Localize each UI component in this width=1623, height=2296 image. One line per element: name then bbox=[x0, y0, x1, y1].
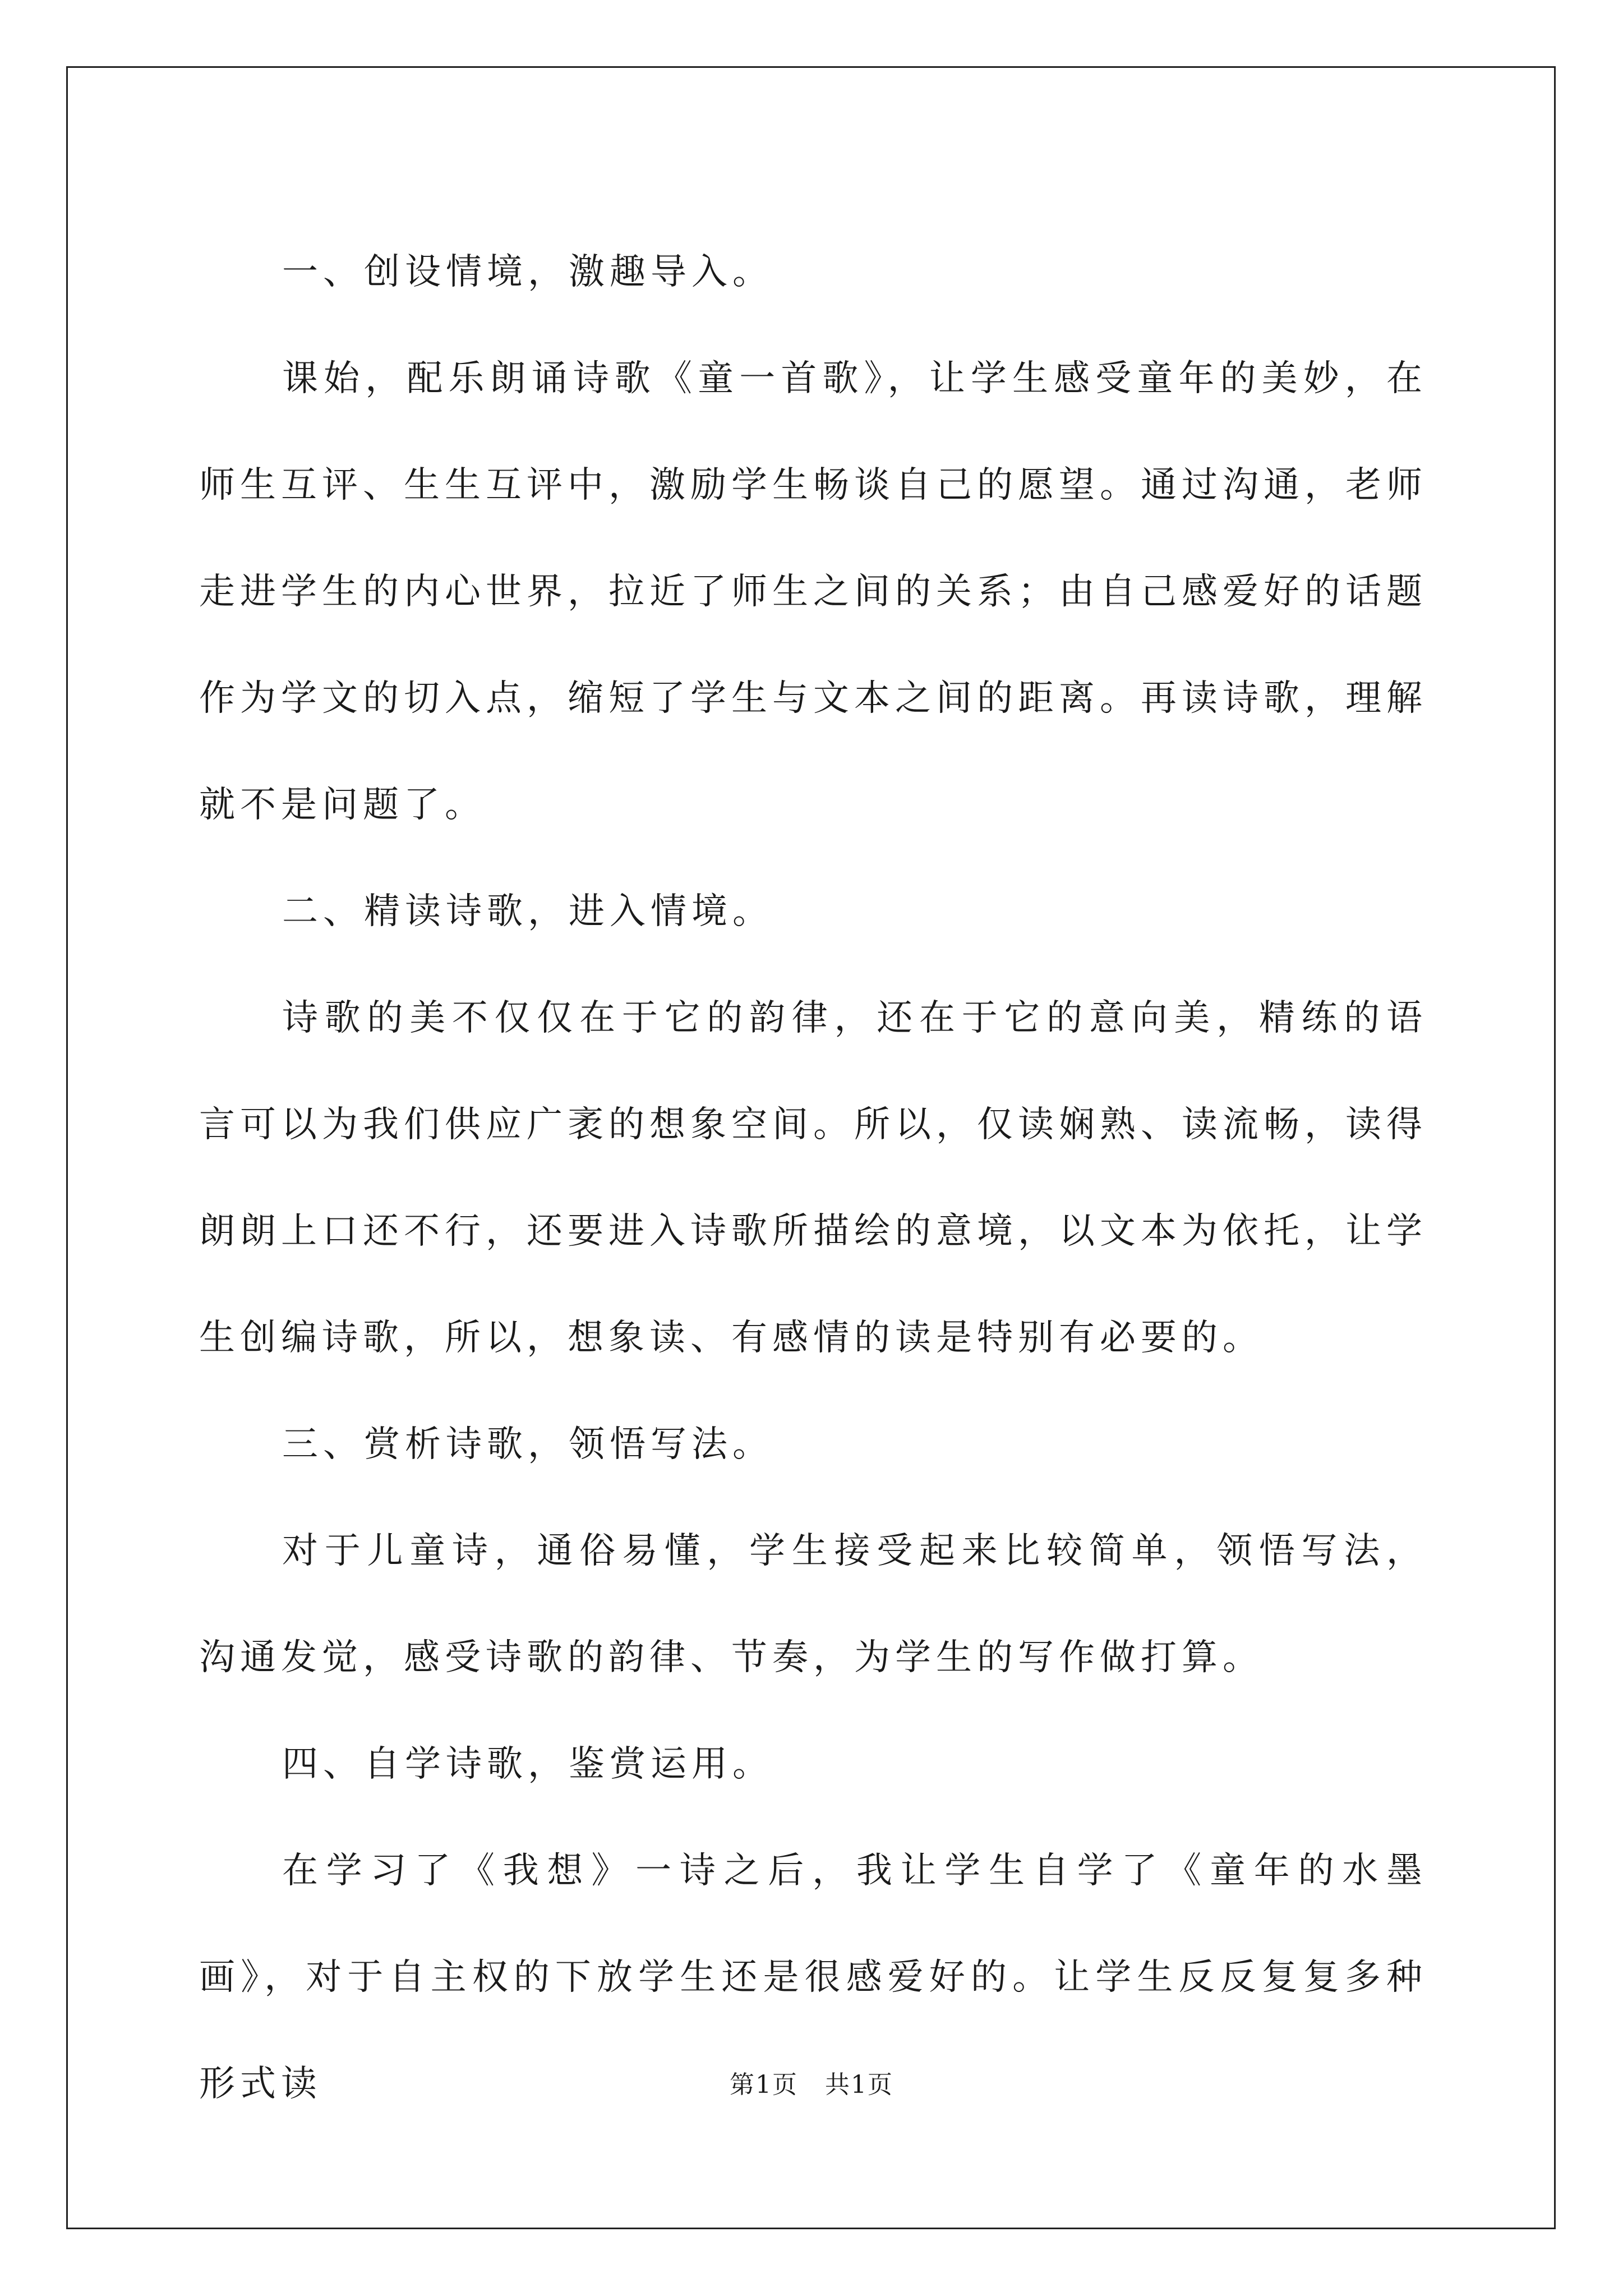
page-total: 共1页 bbox=[825, 2070, 893, 2099]
section-heading-2: 二、精读诗歌，进入情境。 bbox=[282, 891, 773, 932]
section-heading-4: 四、自学诗歌，鉴赏运用。 bbox=[282, 1743, 773, 1785]
page-number: 第1页 bbox=[730, 2070, 798, 2099]
section-heading-3: 三、赏析诗歌，领悟写法。 bbox=[282, 1424, 773, 1465]
section-heading-1: 一、创设情境，激趣导入。 bbox=[282, 251, 773, 293]
body-paragraph-2: 诗歌的美不仅仅在于它的韵律，还在于它的意向美，精练的语言可以为我们供应广袤的想象空间。所以，仅读娴熟、读流畅，读得朗朗上口还不行，还要进入诗歌所描绘的意境，以文本为依托，让学生创编诗歌，所以，想象读、有感情的读是特别有必要的。 bbox=[199, 997, 1427, 1359]
body-paragraph-4: 在学习了《我想》一诗之后，我让学生自学了《童年的水墨画》，对于自主权的下放学生还是很感爱好的。让学生反反复复多种形式读 bbox=[199, 1850, 1427, 2105]
page-footer bbox=[0, 2064, 1623, 2100]
body-paragraph-1: 课始，配乐朗诵诗歌《童一首歌》，让学生感受童年的美妙，在师生互评、生生互评中，激励学生畅谈自己的愿望。通过沟通，老师走进学生的内心世界，拉近了师生之间的关系；由自己感爱好的话题作为学文的切入点，缩短了学生与文本之间的距离。再读诗歌，理解就不是问题了。 bbox=[199, 358, 1427, 826]
document-body bbox=[199, 219, 1427, 2137]
body-paragraph-3: 对于儿童诗，通俗易懂，学生接受起来比较简单，领悟写法，沟通发觉，感受诗歌的韵律、节奏，为学生的写作做打算。 bbox=[199, 1530, 1427, 1678]
